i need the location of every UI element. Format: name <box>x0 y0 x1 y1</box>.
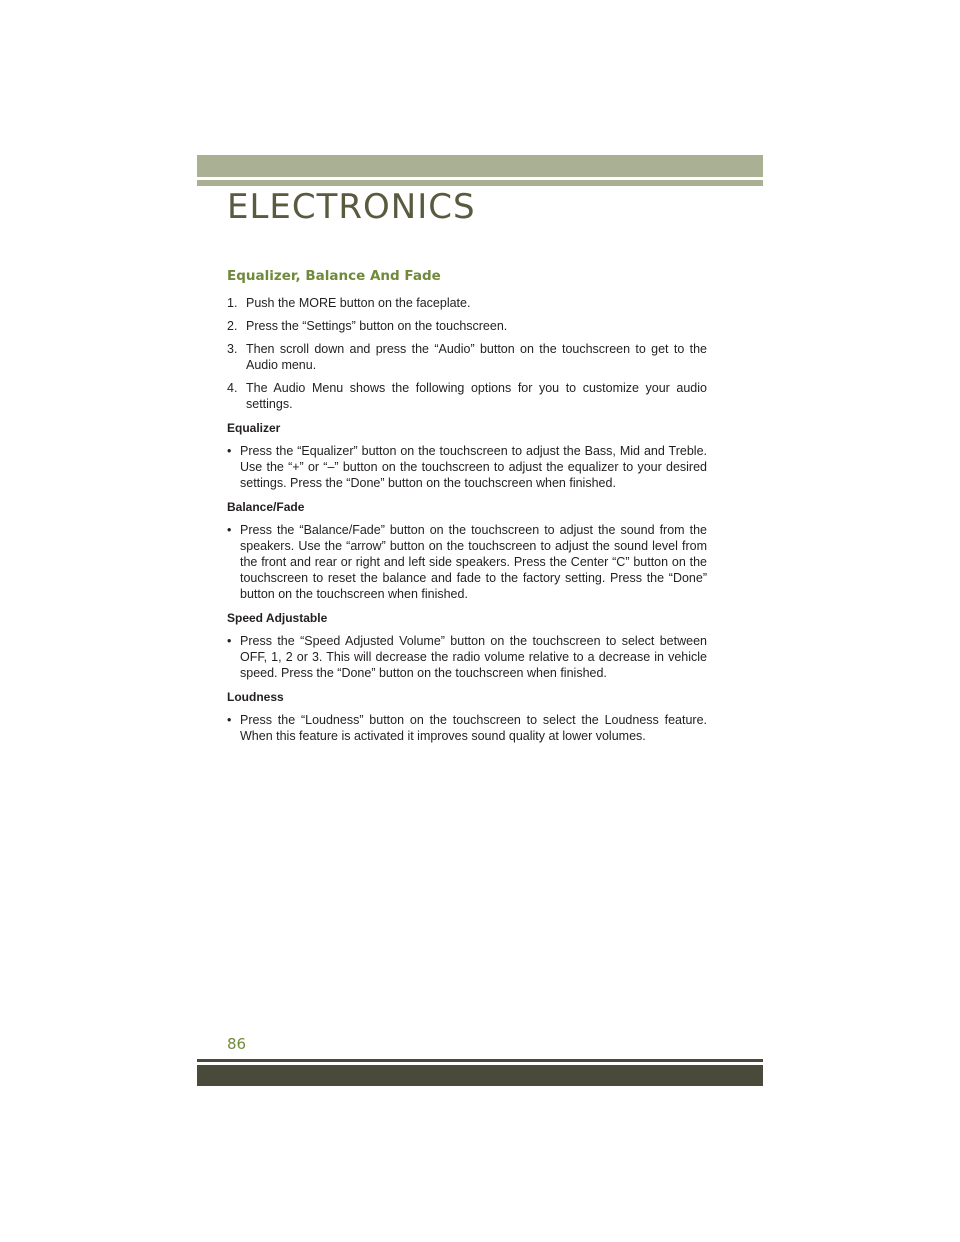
step-item <box>227 341 707 373</box>
step-number: 2. <box>227 319 238 333</box>
step-text: Press the “Settings” button on the touchscreen. <box>246 319 508 333</box>
footer-band <box>197 1065 763 1086</box>
setting-section <box>227 611 707 681</box>
subheading: Equalizer, Balance And Fade <box>227 268 441 284</box>
step-number: 3. <box>227 342 238 356</box>
setting-text: Press the “Balance/Fade” button on the touchscreen to adjust the sound from the speakers. Use the “arrow” button on the touchscreen to adjust the sound level from the front and rear or right and left side speakers. Press the Center “C” button on the touchscreen to reset the balance and fade to the factory setting. Press the “Done” button on the touchscreen when finished. <box>240 523 707 601</box>
bullet-marker: • <box>227 713 232 727</box>
setting-section <box>227 500 707 602</box>
setting-label: Balance/Fade <box>227 500 305 514</box>
step-number: 1. <box>227 296 238 310</box>
steps-list <box>227 295 707 412</box>
step-number: 4. <box>227 381 238 395</box>
footer-rule <box>197 1059 763 1062</box>
header-rule <box>197 180 763 186</box>
bullet-marker: • <box>227 634 232 648</box>
section-title: ELECTRONICS <box>227 187 476 227</box>
step-item <box>227 295 707 311</box>
setting-bullet <box>227 443 707 491</box>
setting-label: Equalizer <box>227 421 281 435</box>
step-item <box>227 380 707 412</box>
bullet-marker: • <box>227 444 232 458</box>
setting-bullet <box>227 633 707 681</box>
setting-text: Press the “Equalizer” button on the touchscreen to adjust the Bass, Mid and Treble. Use the “+” or “–” button on the touchscreen to adjust the equalizer to your desired settings. Press the “Done” button on the touchscreen when finished. <box>240 444 707 490</box>
setting-section <box>227 421 707 491</box>
step-item <box>227 318 707 334</box>
step-text: The Audio Menu shows the following options for you to customize your audio settings. <box>246 381 707 411</box>
setting-text: Press the “Loudness” button on the touchscreen to select the Loudness feature. When this feature is activated it improves sound quality at lower volumes. <box>240 713 707 743</box>
page-number: 86 <box>227 1035 247 1053</box>
setting-section <box>227 690 707 744</box>
setting-label: Loudness <box>227 690 284 704</box>
setting-text: Press the “Speed Adjusted Volume” button on the touchscreen to select between OFF, 1, 2 or 3. This will decrease the radio volume relative to a decrease in vehicle speed. Press the “Done” button on the touchscreen when finished. <box>240 634 707 680</box>
setting-bullet <box>227 522 707 602</box>
main-content <box>227 268 707 744</box>
step-text: Then scroll down and press the “Audio” button on the touchscreen to get to the Audio menu. <box>246 342 707 372</box>
bullet-marker: • <box>227 523 232 537</box>
setting-bullet <box>227 712 707 744</box>
setting-label: Speed Adjustable <box>227 611 328 625</box>
header-band <box>197 155 763 177</box>
step-text: Push the MORE button on the faceplate. <box>246 296 471 310</box>
